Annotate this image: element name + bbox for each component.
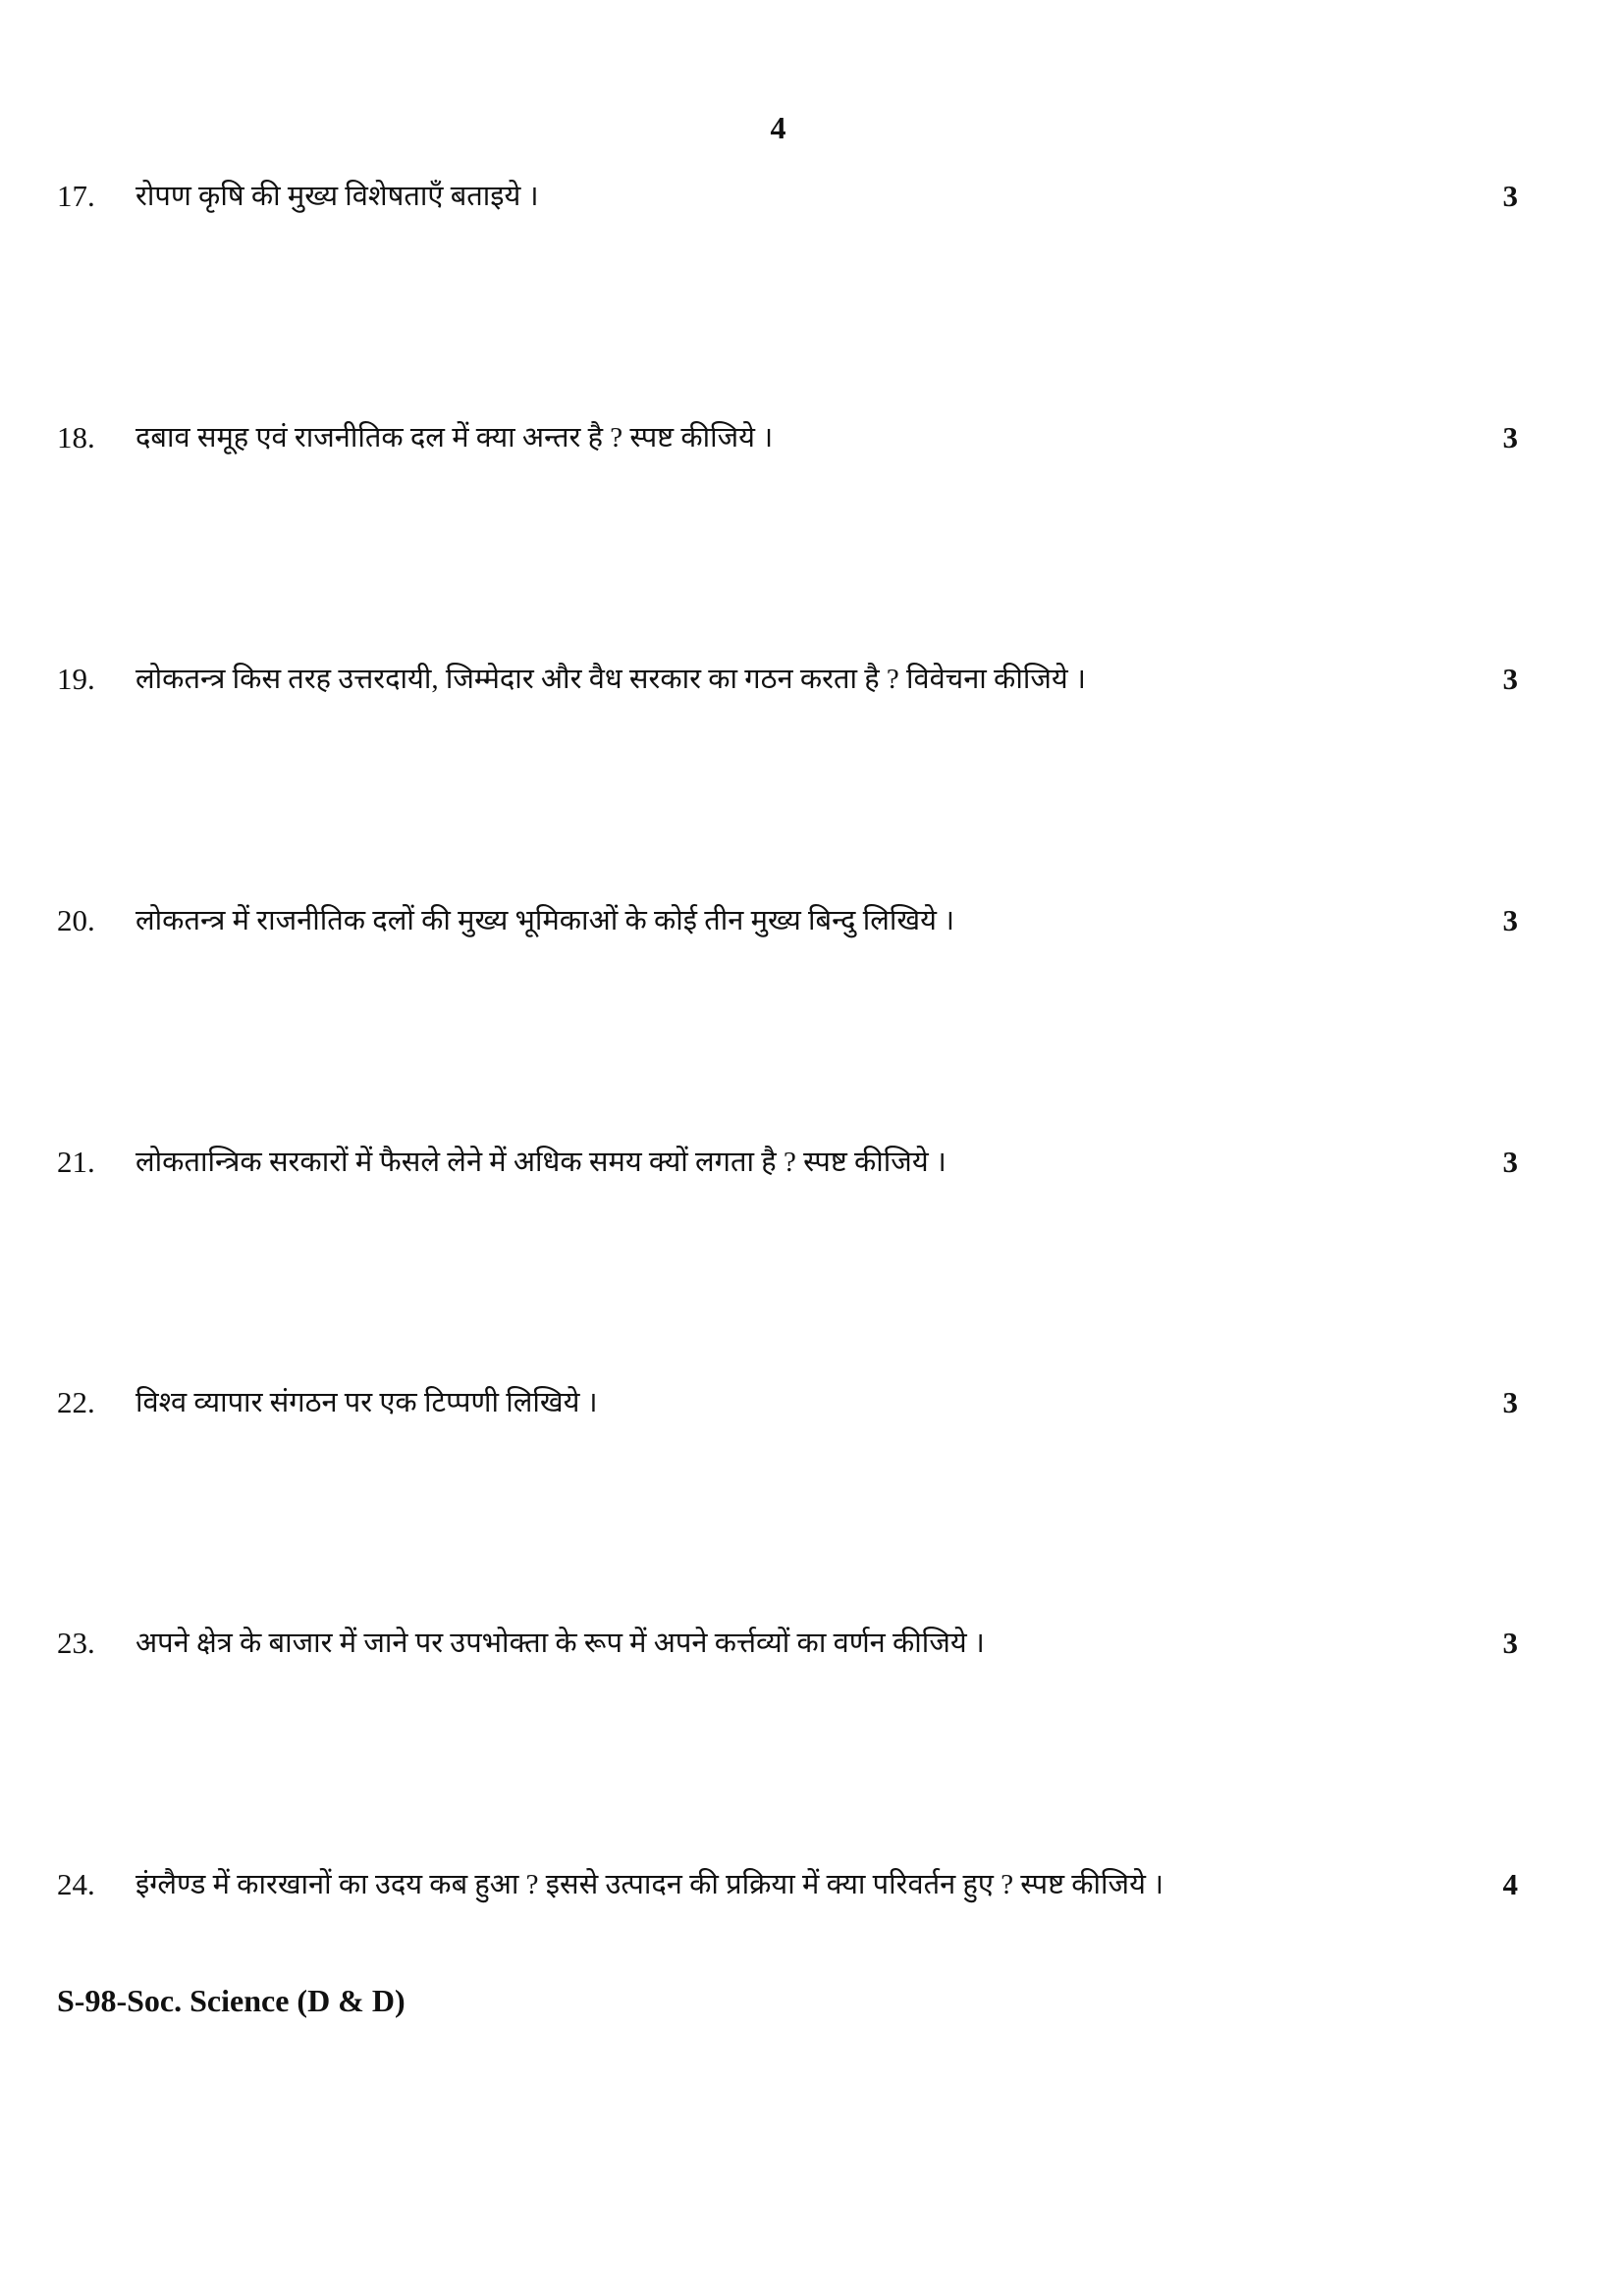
question-21 [57,1141,1518,1184]
question-24 [57,1863,1518,1906]
question-text: दबाव समूह एवं राजनीतिक दल में क्या अन्तर है ? स्पष्ट कीजिये । [135,422,774,454]
question-marks: 3 [1502,420,1518,454]
question-number: 22. [57,1385,95,1419]
question-marks: 3 [1502,903,1518,937]
question-number: 18. [57,420,95,454]
question-marks: 4 [1502,1867,1518,1901]
question-text: इंग्लैण्ड में कारखानों का उदय कब हुआ ? इससे उत्पादन की प्रक्रिया में क्या परिवर्तन हुए ? स्पष्ट कीजिये । [135,1869,1164,1900]
question-number: 23. [57,1626,95,1660]
question-text: विश्व व्यापार संगठन पर एक टिप्पणी लिखिये । [135,1387,598,1418]
question-22 [57,1381,1518,1424]
question-marks: 3 [1502,662,1518,696]
question-number: 21. [57,1145,95,1179]
question-marks: 3 [1502,1385,1518,1419]
question-number: 17. [57,179,95,213]
paper-code-footer: S-98-Soc. Science (D & D) [57,1983,406,2018]
question-17 [57,175,1518,218]
question-number: 24. [57,1867,95,1901]
question-number: 20. [57,903,95,937]
question-text: रोपण कृषि की मुख्य विशेषताएँ बताइये । [135,181,539,212]
question-marks: 3 [1502,1626,1518,1660]
question-text: लोकतन्त्र किस तरह उत्तरदायी, जिम्मेदार और वैध सरकार का गठन करता है ? विवेचना कीजिये । [135,664,1086,695]
question-text: लोकतान्त्रिक सरकारों में फैसले लेने में अधिक समय क्यों लगता है ? स्पष्ट कीजिये । [135,1147,947,1178]
question-19 [57,658,1518,701]
question-18 [57,416,1518,459]
question-text: लोकतन्त्र में राजनीतिक दलों की मुख्य भूमिकाओं के कोई तीन मुख्य बिन्दु लिखिये । [135,905,955,936]
question-marks: 3 [1502,179,1518,213]
question-text: अपने क्षेत्र के बाजार में जाने पर उपभोक्ता के रूप में अपने कर्त्तव्यों का वर्णन कीजिये । [135,1628,985,1659]
question-23 [57,1622,1518,1665]
page-number: 4 [770,110,786,145]
question-marks: 3 [1502,1145,1518,1179]
question-20 [57,899,1518,942]
question-number: 19. [57,662,95,696]
